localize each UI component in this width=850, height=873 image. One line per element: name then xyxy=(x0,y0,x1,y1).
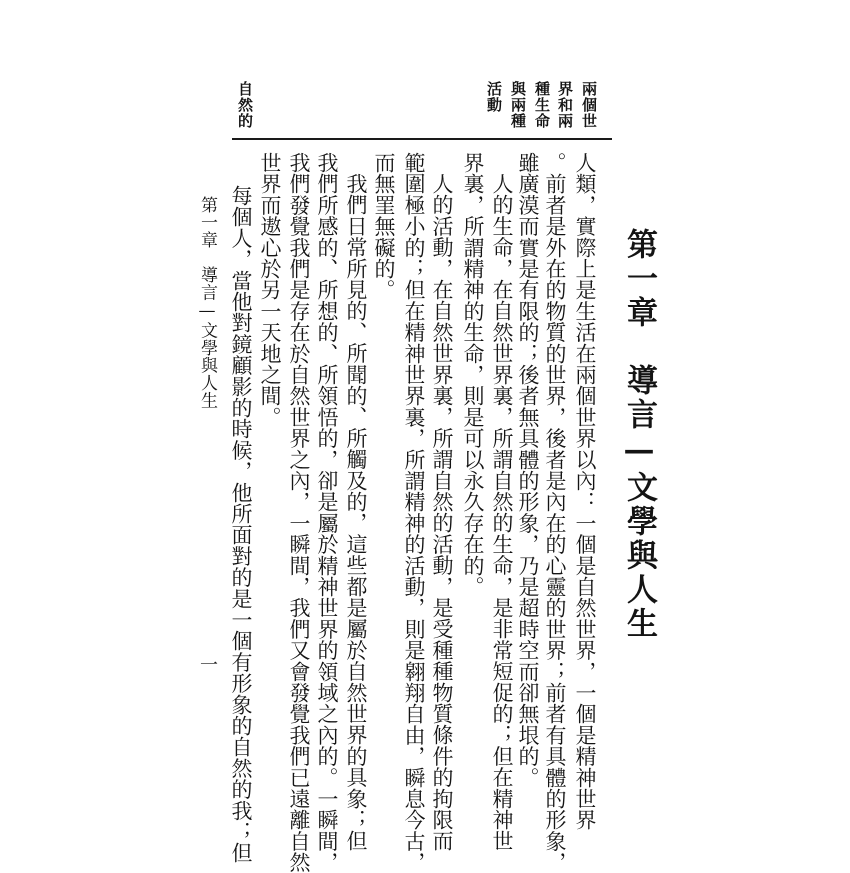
side-note: 兩個世 xyxy=(580,81,598,129)
side-note: 活動 xyxy=(485,81,503,113)
margin-rule xyxy=(232,138,612,140)
text-column: 人類，實際上是生活在兩個世界以內：一個是自然世界，一個是精神世界 xyxy=(573,152,597,831)
page-number: 一 xyxy=(197,655,218,673)
running-header: 第一章 導言—文學與人生 xyxy=(197,196,217,409)
text-column: 而無罣無礙的。 xyxy=(372,152,396,301)
side-note: 與兩種 xyxy=(509,81,527,129)
side-note: 界和兩 xyxy=(556,81,574,129)
text-column: 我們發覺我們是存在於自然世界之內，一瞬間，我們又會發覺我們已遠離自然 xyxy=(287,152,311,873)
text-column: 界裏，所謂精神的生命，則是可以永久存在的。 xyxy=(461,152,485,598)
text-column: 每個人，當他對鏡顧影的時候，他所面對的是一個有形象的自然的我；但 xyxy=(229,185,253,864)
side-note: 種生命 xyxy=(533,81,551,129)
text-column: 人的活動，在自然世界裏，所謂自然的活動，是受種種物質條件的拘限而 xyxy=(430,173,454,852)
text-column: 雖廣漠而實是有限的；後者無具體的形象，乃是超時空而卻無垠的。 xyxy=(516,152,540,788)
chapter-title: 第一章 導言—文學與人生 xyxy=(621,228,657,641)
text-column: 我們日常所見的、所聞的、所觸及的，這些都是屬於自然世界的具象；但 xyxy=(344,173,368,852)
side-note: 自然的 xyxy=(236,81,254,129)
text-column: 人的生命，在自然世界裏，所謂自然的生命，是非常短促的；但在精神世 xyxy=(490,173,514,852)
text-column: 世界而遨心於另一天地之間。 xyxy=(258,152,282,428)
text-column: 。前者是外在的物質的世界，後者是內在的心靈的世界；前者有具體的形象， xyxy=(543,152,567,873)
text-column: 我們所感的、所想的、所領悟的，卻是屬於精神世界的領域之內的。一瞬間， xyxy=(315,152,339,873)
text-column: 範圍極小的；但在精神世界裏，所謂精神的活動，則是翱翔自由，瞬息今古， xyxy=(402,152,426,873)
